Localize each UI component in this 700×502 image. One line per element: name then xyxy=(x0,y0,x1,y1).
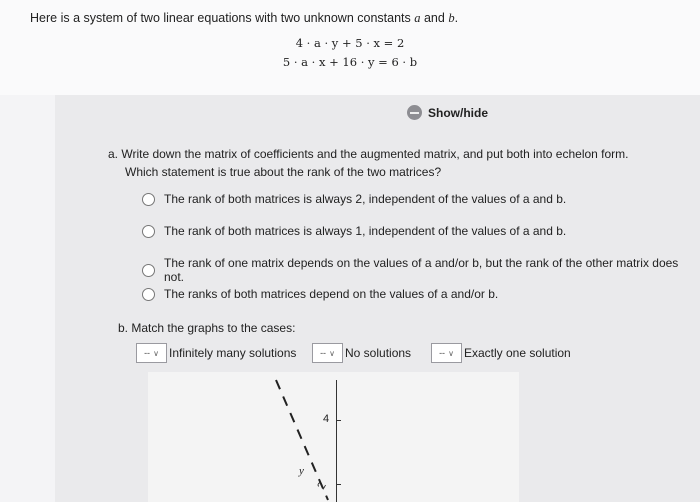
radio-button[interactable] xyxy=(142,264,155,277)
match-infinitely-many xyxy=(136,343,296,363)
intro-period: . xyxy=(454,11,459,25)
part-a-line1: a. Write down the matrix of coefficients and the augmented matrix, and put both into echelon form. xyxy=(108,147,629,161)
var-b: b xyxy=(448,11,455,25)
chevron-down-icon[interactable]: ∨ xyxy=(329,348,335,358)
match-no-solutions xyxy=(312,343,411,363)
option-both-ranks-depend[interactable] xyxy=(142,287,498,301)
graph-panel xyxy=(148,372,519,502)
collapse-icon[interactable] xyxy=(407,105,422,120)
y-tick-2 xyxy=(336,484,341,485)
y-tick-4 xyxy=(336,420,341,421)
y-tick-label-4: 4 xyxy=(323,413,330,425)
select-value[interactable]: -- xyxy=(144,348,151,358)
option-label[interactable]: The rank of one matrix depends on the values of a and/or b, but the rank of the other matrix does not. xyxy=(164,256,679,284)
select-value[interactable]: -- xyxy=(320,348,327,358)
var-a: a xyxy=(414,11,421,25)
show-hide-toggle[interactable] xyxy=(407,105,488,120)
radio-button[interactable] xyxy=(142,193,155,206)
intro-sentence: Here is a system of two linear equations with two unknown constants xyxy=(30,11,411,25)
part-a-question xyxy=(108,145,629,181)
option-rank-always-1[interactable] xyxy=(142,224,566,238)
select-label: Infinitely many solutions xyxy=(169,346,297,360)
part-b-label: b. Match the graphs to the cases: xyxy=(118,321,296,335)
graph-select-dropdown[interactable] xyxy=(312,343,343,363)
graph-dashed-line xyxy=(148,372,519,502)
option-label[interactable]: The rank of both matrices is always 2, independent of the values of a and b. xyxy=(164,192,567,206)
intro-and: and xyxy=(423,11,445,25)
equation-1: 4 · a · y + 5 · x = 2 xyxy=(295,36,405,50)
graph-select-dropdown[interactable] xyxy=(431,343,462,363)
graph-select-dropdown[interactable] xyxy=(136,343,167,363)
show-hide-label[interactable]: Show/hide xyxy=(428,105,488,120)
option-one-rank-depends[interactable] xyxy=(142,256,700,284)
option-label[interactable]: The ranks of both matrices depend on the values of a and/or b. xyxy=(164,287,499,301)
radio-button[interactable] xyxy=(142,288,155,301)
y-axis-label: y xyxy=(299,465,304,477)
select-label: No solutions xyxy=(345,346,412,360)
part-a-line2: Which statement is true about the rank of the two matrices? xyxy=(125,165,442,179)
chevron-down-icon[interactable]: ∨ xyxy=(448,348,454,358)
problem-intro xyxy=(0,0,700,95)
intro-text xyxy=(30,11,458,26)
option-label[interactable]: The rank of both matrices is always 1, independent of the values of a and b. xyxy=(164,224,567,238)
select-value[interactable]: -- xyxy=(439,348,446,358)
option-rank-always-2[interactable] xyxy=(142,192,566,206)
chevron-down-icon[interactable]: ∨ xyxy=(153,348,159,358)
equation-2: 5 · a · x + 16 · y = 6 · b xyxy=(282,55,418,69)
radio-button[interactable] xyxy=(142,225,155,238)
select-label: Exactly one solution xyxy=(464,346,571,360)
y-tick-label-2: 2 xyxy=(315,480,329,492)
match-exactly-one xyxy=(431,343,571,363)
